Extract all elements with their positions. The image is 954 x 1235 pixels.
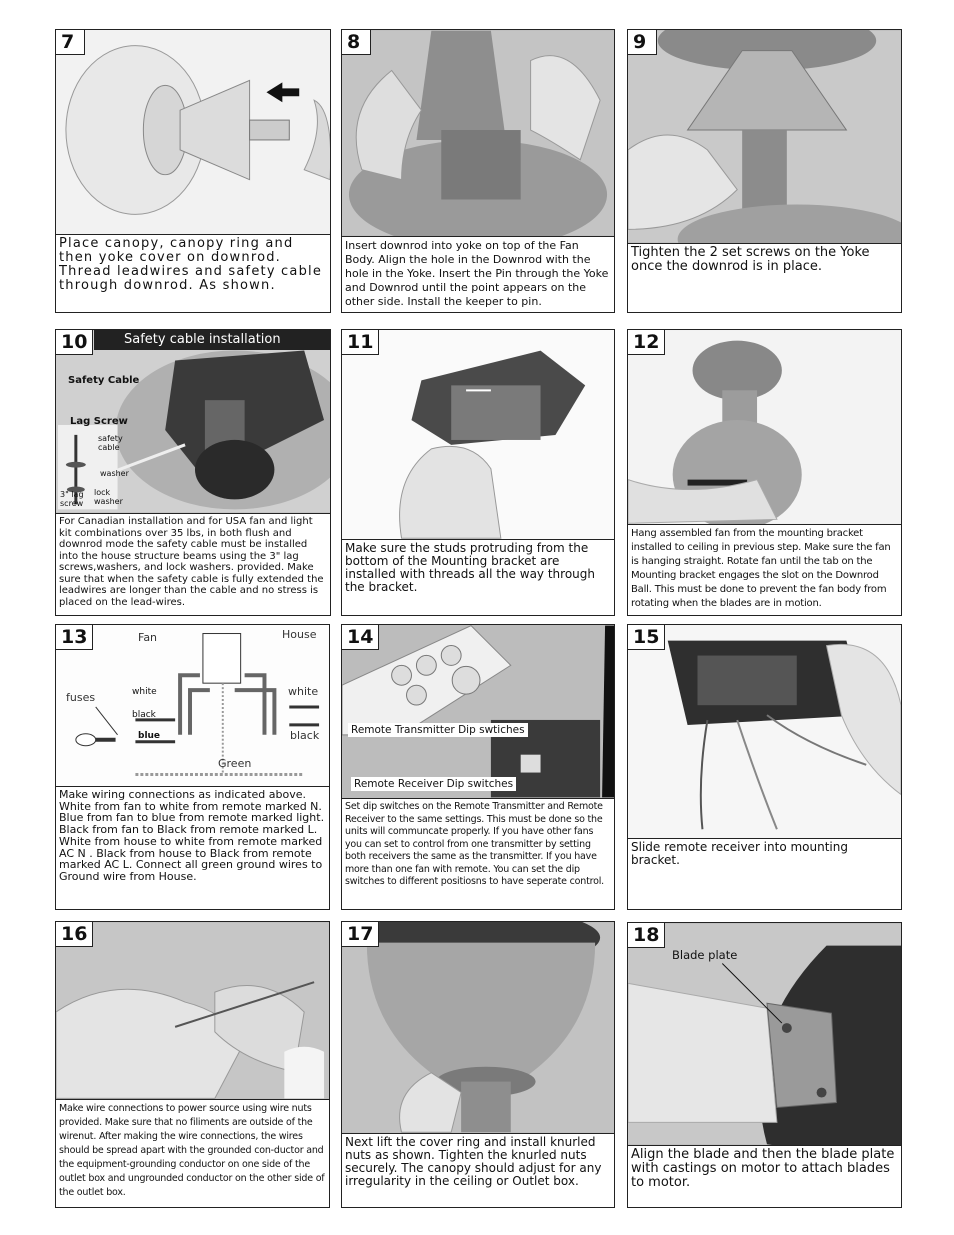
step-10-panel [55,329,331,616]
step-17-number: 17 [342,922,379,947]
step-18-photo [628,923,901,1145]
step-15-caption [628,838,901,909]
wire-nuts-photo [56,922,329,1099]
label-white-house: white [288,685,319,698]
step-7-number: 7 [56,30,85,55]
arrow-icon [266,82,299,102]
label-transmitter-dip: Remote Transmitter Dip swtiches [348,723,528,737]
step-16-caption [56,1099,329,1207]
inset-lag-screw: 3" lag screw [60,490,84,508]
step-9-caption [628,243,901,312]
step-15-text: Slide remote receiver into mounting bracket. [631,840,848,867]
step-7-text: Place canopy, canopy ring and then yoke cover on downrod. Thread leadwires and safety cable through downrod. As shown. [59,236,323,293]
label-fan: Fan [138,631,158,644]
blade-plate-photo [628,923,901,1145]
inset-safety-cable: safety cable [98,434,123,452]
step-15-panel [627,624,902,910]
step-7-panel [55,29,331,313]
step-17-photo [342,922,614,1133]
step-14-text: Set dip switches on the Remote Transmitter and Remote Receiver to the same settings. This must be done so the units will communcate properly. If you have other fans you can set to control from one transmitter by setting both receivers the same as the transmitter. If you have more than one fan with remote. You can set the dip switches to different positiosns to have seperate control. [345,801,604,887]
step-9-number: 9 [628,30,657,55]
label-green: Green [218,757,252,770]
step-9-photo [628,30,901,243]
step-12-caption [628,524,901,615]
step-11-caption [342,539,614,615]
step-18-caption [628,1145,901,1207]
label-blade-plate: Blade plate [672,948,738,962]
step-12-panel [627,329,902,616]
step-10-caption [56,513,330,615]
step-14-caption [342,798,614,909]
step-16-panel [55,921,330,1208]
label-blue: blue [138,731,161,741]
wiring-diagram [56,625,329,786]
canopy-illustration [56,30,330,234]
step-16-number: 16 [56,922,93,947]
step-13-caption [56,786,329,909]
label-black-fan: black [132,710,156,720]
mounting-bracket-photo [342,330,614,539]
step-11-photo [342,330,614,539]
label-receiver-dip: Remote Receiver Dip switches [351,777,516,791]
step-18-number: 18 [628,923,665,948]
step-18-panel [627,922,902,1208]
step-8-panel [341,29,615,313]
step-13-panel [55,624,330,910]
receiver-photo [628,625,901,838]
downrod-yoke-photo [342,30,614,236]
step-7-photo [56,30,330,234]
label-lag-screw: Lag Screw [70,416,128,427]
step-7-caption [56,234,330,312]
step-8-caption [342,236,614,312]
step-11-panel [341,329,615,616]
step-14-panel [341,624,615,910]
step-10-header: Safety cable installation [94,330,330,350]
step-16-photo [56,922,329,1099]
step-16-text: Make wire connections to power source using wire nuts provided. Make sure that no filiments are outside of the wirenut. After making the wire connections, the wires should be spread apart with the grounded con-ductor and the equipment-grounding conductor on one side of the outlet box and ungrounded conductor on the other side of the outlet box. [59,1103,325,1198]
label-house: House [282,628,317,641]
step-9-text: Tighten the 2 set screws on the Yoke once the downrod is in place. [631,245,870,274]
step-17-caption [342,1133,614,1207]
step-14-photo [342,625,614,798]
step-18-text: Align the blade and then the blade plate with castings on motor to attach blades to motor. [631,1147,895,1190]
step-9-panel [627,29,902,313]
step-8-number: 8 [342,30,371,55]
step-8-text: Insert downrod into yoke on top of the Fan Body. Align the hole in the Downrod with the hole in the Yoke. Insert the Pin through the Yoke and Downrod until the point appears on the other side. Install the keeper to pin. [345,239,609,308]
step-17-text: Next lift the cover ring and install knurled nuts as shown. Tighten the knurled nuts securely. The canopy should adjust for any irregularity in the ceiling or Outlet box. [345,1135,602,1188]
step-13-diagram [56,625,329,786]
step-11-number: 11 [342,330,379,355]
inset-washer: washer [100,469,129,478]
step-17-panel [341,921,615,1208]
dip-switch-photo [342,625,614,798]
cover-ring-photo [342,922,614,1133]
step-14-number: 14 [342,625,379,650]
label-black-house: black [290,729,320,742]
step-12-number: 12 [628,330,665,355]
step-11-text: Make sure the studs protruding from the bottom of the Mounting bracket are installed with threads all the way through the bracket. [345,541,595,594]
label-fuses: fuses [66,691,96,704]
hang-fan-photo [628,330,901,524]
label-safety-cable: Safety Cable [68,375,140,386]
step-13-number: 13 [56,625,93,650]
step-8-photo [342,30,614,236]
step-12-text: Hang assembled fan from the mounting bracket installed to ceiling in previous step. Make sure the fan is hanging straight. Rotate fan until the tab on the Mounting bracket engages the slot on the Downrod Ball. This must be done to prevent the fan body from rotating when the blades are in motion. [631,528,891,609]
inset-lock-washer: lock washer [94,488,123,506]
step-10-text: For Canadian installation and for USA fan and light kit combinations over 35 lbs, in both flush and downrod mode the safety cable must be installed into the house structure beams using the 3" lag screws,washers, and lock washers. provided. Make sure that when the safety cable is fully extended the leadwires are longer than the cable and no stress is placed on the lead-wires. [59,516,324,608]
set-screws-photo [628,30,901,243]
step-15-number: 15 [628,625,665,650]
step-10-number: 10 [56,330,93,355]
step-15-photo [628,625,901,838]
label-white-fan: white [132,687,157,697]
step-13-text: Make wiring connections as indicated above. White from fan to white from remote marked N. Blue from fan to blue from remote marked light. Black from fan to Black from remote marked L. White from house to white from remote marked AC N . Black from house to Black from remote marked AC L. Connect all green ground wires to Ground wire from House. [59,788,325,883]
step-12-photo [628,330,901,524]
